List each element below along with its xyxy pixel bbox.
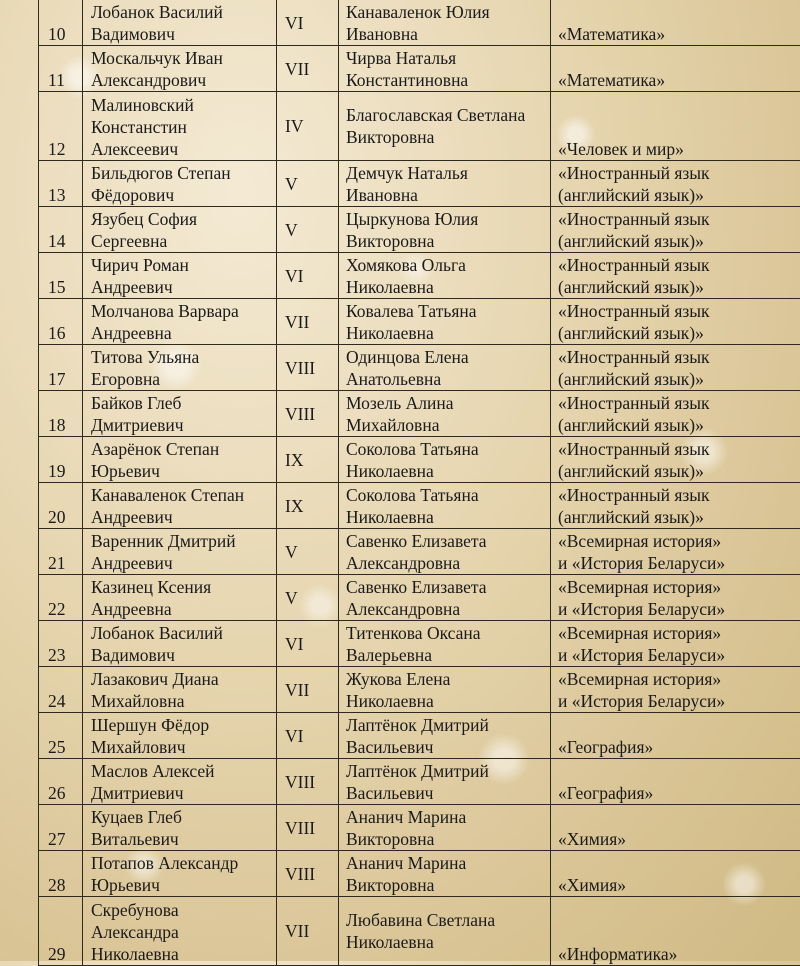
row-number: 27 xyxy=(48,828,78,850)
grade-cell xyxy=(277,621,339,667)
row-number: 25 xyxy=(48,736,78,758)
teacher-name: Демчук Наталья Ивановна xyxy=(346,162,546,206)
grade-cell xyxy=(277,0,339,46)
grade: IV xyxy=(285,115,334,137)
row-number-cell xyxy=(39,667,83,713)
row-number-cell xyxy=(39,299,83,345)
table-row xyxy=(39,483,800,529)
grade: VIII xyxy=(285,357,334,379)
student-name: Варенник Дмитрий Андреевич xyxy=(91,530,272,574)
student-name: Молчанова Варвара Андреевна xyxy=(91,300,272,344)
teacher-name: Мозель Алина Михайловна xyxy=(346,392,546,436)
student-name: Казинец Ксения Андреевна xyxy=(91,576,272,620)
student-name-cell xyxy=(83,667,277,713)
teacher-name-cell xyxy=(339,437,551,483)
student-name-cell xyxy=(83,713,277,759)
table-row xyxy=(39,207,800,253)
subject: «Всемирная история» и «История Беларуси» xyxy=(558,622,798,666)
student-name: Малиновский Констанстин Алексеевич xyxy=(91,94,272,160)
teacher-name-cell xyxy=(339,92,551,161)
student-name: Канаваленок Степан Андреевич xyxy=(91,484,272,528)
subject: «Иностранный язык (английский язык)» xyxy=(558,254,798,298)
grade: VII xyxy=(285,311,334,333)
subject: «Иностранный язык (английский язык)» xyxy=(558,438,798,482)
subject-cell xyxy=(551,0,800,46)
grade: VIII xyxy=(285,863,334,885)
table-row xyxy=(39,345,800,391)
subject-cell xyxy=(551,391,800,437)
grade-cell xyxy=(277,391,339,437)
student-name-cell xyxy=(83,161,277,207)
teacher-name: Лаптёнок Дмитрий Васильевич xyxy=(346,760,546,804)
participants-table xyxy=(38,0,800,966)
grade: V xyxy=(285,219,334,241)
row-number: 17 xyxy=(48,368,78,390)
grade: VIII xyxy=(285,403,334,425)
teacher-name-cell xyxy=(339,161,551,207)
grade: IX xyxy=(285,449,334,471)
teacher-name: Одинцова Елена Анатольевна xyxy=(346,346,546,390)
row-number-cell xyxy=(39,851,83,897)
grade-cell xyxy=(277,575,339,621)
table-row xyxy=(39,253,800,299)
student-name: Лазакович Диана Михайловна xyxy=(91,668,272,712)
student-name-cell xyxy=(83,759,277,805)
row-number: 10 xyxy=(48,23,78,45)
subject: «Иностранный язык (английский язык)» xyxy=(558,162,798,206)
student-name: Москальчук Иван Александрович xyxy=(91,47,272,91)
grade: V xyxy=(285,541,334,563)
row-number-cell xyxy=(39,621,83,667)
student-name-cell xyxy=(83,391,277,437)
row-number-cell xyxy=(39,253,83,299)
grade-cell xyxy=(277,667,339,713)
row-number: 24 xyxy=(48,690,78,712)
subject-cell xyxy=(551,161,800,207)
row-number: 20 xyxy=(48,506,78,528)
row-number: 28 xyxy=(48,874,78,896)
table-row xyxy=(39,391,800,437)
grade-cell xyxy=(277,46,339,92)
grade: VI xyxy=(285,265,334,287)
student-name-cell xyxy=(83,851,277,897)
grade: VI xyxy=(285,725,334,747)
subject-cell xyxy=(551,46,800,92)
student-name-cell xyxy=(83,0,277,46)
row-number: 26 xyxy=(48,782,78,804)
grade-cell xyxy=(277,92,339,161)
subject: «Иностранный язык (английский язык)» xyxy=(558,346,798,390)
teacher-name: Ананич Марина Викторовна xyxy=(346,852,546,896)
row-number: 29 xyxy=(48,943,78,965)
grade-cell xyxy=(277,851,339,897)
teacher-name-cell xyxy=(339,483,551,529)
teacher-name: Лаптёнок Дмитрий Васильевич xyxy=(346,714,546,758)
subject-cell xyxy=(551,667,800,713)
student-name-cell xyxy=(83,253,277,299)
student-name: Маслов Алексей Дмитриевич xyxy=(91,760,272,804)
table-row xyxy=(39,46,800,92)
student-name-cell xyxy=(83,575,277,621)
row-number-cell xyxy=(39,345,83,391)
table-row xyxy=(39,805,800,851)
teacher-name-cell xyxy=(339,575,551,621)
teacher-name-cell xyxy=(339,253,551,299)
teacher-name-cell xyxy=(339,667,551,713)
teacher-name: Хомякова Ольга Николаевна xyxy=(346,254,546,298)
student-name-cell xyxy=(83,621,277,667)
grade-cell xyxy=(277,713,339,759)
row-number-cell xyxy=(39,437,83,483)
row-number-cell xyxy=(39,897,83,966)
table-row xyxy=(39,667,800,713)
teacher-name: Цыркунова Юлия Викторовна xyxy=(346,208,546,252)
teacher-name-cell xyxy=(339,529,551,575)
student-name-cell xyxy=(83,897,277,966)
row-number: 11 xyxy=(48,69,78,91)
grade-cell xyxy=(277,897,339,966)
student-name-cell xyxy=(83,46,277,92)
grade: VII xyxy=(285,920,334,942)
subject: «Математика» xyxy=(558,23,798,45)
grade-cell xyxy=(277,437,339,483)
grade: V xyxy=(285,587,334,609)
table-row xyxy=(39,713,800,759)
subject: «Химия» xyxy=(558,874,798,896)
row-number-cell xyxy=(39,713,83,759)
student-name-cell xyxy=(83,437,277,483)
subject-cell xyxy=(551,575,800,621)
table-row xyxy=(39,759,800,805)
row-number-cell xyxy=(39,575,83,621)
student-name-cell xyxy=(83,529,277,575)
table-row xyxy=(39,161,800,207)
student-name-cell xyxy=(83,805,277,851)
table-row xyxy=(39,897,800,966)
grade-cell xyxy=(277,805,339,851)
teacher-name: Ананич Марина Викторовна xyxy=(346,806,546,850)
grade: VI xyxy=(285,12,334,34)
row-number-cell xyxy=(39,391,83,437)
grade: VI xyxy=(285,633,334,655)
teacher-name: Любавина Светлана Николаевна xyxy=(346,909,546,953)
subject-cell xyxy=(551,897,800,966)
subject-cell xyxy=(551,437,800,483)
student-name: Язубец София Сергеевна xyxy=(91,208,272,252)
row-number: 13 xyxy=(48,184,78,206)
subject-cell xyxy=(551,483,800,529)
student-name: Азарёнок Степан Юрьевич xyxy=(91,438,272,482)
subject: «Иностранный язык (английский язык)» xyxy=(558,392,798,436)
subject-cell xyxy=(551,345,800,391)
subject-cell xyxy=(551,621,800,667)
student-name: Титова Ульяна Егоровна xyxy=(91,346,272,390)
student-name-cell xyxy=(83,483,277,529)
teacher-name-cell xyxy=(339,299,551,345)
subject: «Химия» xyxy=(558,828,798,850)
teacher-name-cell xyxy=(339,621,551,667)
subject: «Человек и мир» xyxy=(558,138,798,160)
table-body xyxy=(39,0,800,966)
grade-cell xyxy=(277,299,339,345)
teacher-name: Савенко Елизавета Александровна xyxy=(346,576,546,620)
grade: VII xyxy=(285,679,334,701)
table-row xyxy=(39,299,800,345)
grade-cell xyxy=(277,483,339,529)
row-number: 14 xyxy=(48,230,78,252)
subject: «Всемирная история» и «История Беларуси» xyxy=(558,530,798,574)
row-number-cell xyxy=(39,161,83,207)
grade-cell xyxy=(277,345,339,391)
grade-cell xyxy=(277,207,339,253)
student-name: Чирич Роман Андреевич xyxy=(91,254,272,298)
teacher-name-cell xyxy=(339,805,551,851)
teacher-name: Соколова Татьяна Николаевна xyxy=(346,484,546,528)
teacher-name: Благославская Светлана Викторовна xyxy=(346,104,546,148)
table-row xyxy=(39,92,800,161)
student-name-cell xyxy=(83,207,277,253)
teacher-name-cell xyxy=(339,897,551,966)
row-number: 23 xyxy=(48,644,78,666)
row-number-cell xyxy=(39,46,83,92)
row-number-cell xyxy=(39,759,83,805)
grade: VII xyxy=(285,58,334,80)
student-name: Байков Глеб Дмитриевич xyxy=(91,392,272,436)
subject-cell xyxy=(551,805,800,851)
row-number: 18 xyxy=(48,414,78,436)
row-number: 19 xyxy=(48,460,78,482)
row-number-cell xyxy=(39,92,83,161)
row-number: 12 xyxy=(48,138,78,160)
teacher-name-cell xyxy=(339,46,551,92)
subject: «Математика» xyxy=(558,69,798,91)
teacher-name-cell xyxy=(339,207,551,253)
table-row xyxy=(39,575,800,621)
student-name: Бильдюгов Степан Фёдорович xyxy=(91,162,272,206)
subject-cell xyxy=(551,299,800,345)
row-number-cell xyxy=(39,483,83,529)
row-number: 16 xyxy=(48,322,78,344)
student-name-cell xyxy=(83,345,277,391)
teacher-name-cell xyxy=(339,713,551,759)
student-name: Потапов Александр Юрьевич xyxy=(91,852,272,896)
teacher-name-cell xyxy=(339,759,551,805)
teacher-name: Титенкова Оксана Валерьевна xyxy=(346,622,546,666)
teacher-name-cell xyxy=(339,345,551,391)
grade-cell xyxy=(277,529,339,575)
student-name: Куцаев Глеб Витальевич xyxy=(91,806,272,850)
row-number-cell xyxy=(39,0,83,46)
teacher-name-cell xyxy=(339,0,551,46)
teacher-name-cell xyxy=(339,391,551,437)
table-row xyxy=(39,0,800,46)
subject-cell xyxy=(551,529,800,575)
teacher-name: Жукова Елена Николаевна xyxy=(346,668,546,712)
row-number: 22 xyxy=(48,598,78,620)
student-name-cell xyxy=(83,92,277,161)
subject-cell xyxy=(551,92,800,161)
teacher-name: Соколова Татьяна Николаевна xyxy=(346,438,546,482)
subject: «Иностранный язык (английский язык)» xyxy=(558,300,798,344)
subject-cell xyxy=(551,207,800,253)
teacher-name-cell xyxy=(339,851,551,897)
teacher-name: Савенко Елизавета Александровна xyxy=(346,530,546,574)
grade-cell xyxy=(277,759,339,805)
student-name: Лобанок Василий Вадимович xyxy=(91,622,272,666)
teacher-name: Чирва Наталья Константиновна xyxy=(346,47,546,91)
table-row xyxy=(39,529,800,575)
row-number-cell xyxy=(39,207,83,253)
grade: VIII xyxy=(285,771,334,793)
student-name: Лобанок Василий Вадимович xyxy=(91,1,272,45)
grade-cell xyxy=(277,253,339,299)
grade-cell xyxy=(277,161,339,207)
grade: IX xyxy=(285,495,334,517)
teacher-name: Ковалева Татьяна Николаевна xyxy=(346,300,546,344)
row-number-cell xyxy=(39,529,83,575)
student-name-cell xyxy=(83,299,277,345)
table-row xyxy=(39,437,800,483)
subject-cell xyxy=(551,759,800,805)
student-name: Скребунова Александра Николаевна xyxy=(91,899,272,965)
subject: «Информатика» xyxy=(558,943,798,965)
table-row xyxy=(39,621,800,667)
subject-cell xyxy=(551,851,800,897)
student-name: Шершун Фёдор Михайлович xyxy=(91,714,272,758)
subject: «Иностранный язык (английский язык)» xyxy=(558,208,798,252)
grade: V xyxy=(285,173,334,195)
subject: «Всемирная история» и «История Беларуси» xyxy=(558,668,798,712)
subject: «Иностранный язык (английский язык)» xyxy=(558,484,798,528)
grade: VIII xyxy=(285,817,334,839)
row-number: 21 xyxy=(48,552,78,574)
teacher-name: Канаваленок Юлия Ивановна xyxy=(346,1,546,45)
table-row xyxy=(39,851,800,897)
subject: «Всемирная история» и «История Беларуси» xyxy=(558,576,798,620)
row-number: 15 xyxy=(48,276,78,298)
subject: «География» xyxy=(558,736,798,758)
subject: «География» xyxy=(558,782,798,804)
row-number-cell xyxy=(39,805,83,851)
subject-cell xyxy=(551,713,800,759)
subject-cell xyxy=(551,253,800,299)
